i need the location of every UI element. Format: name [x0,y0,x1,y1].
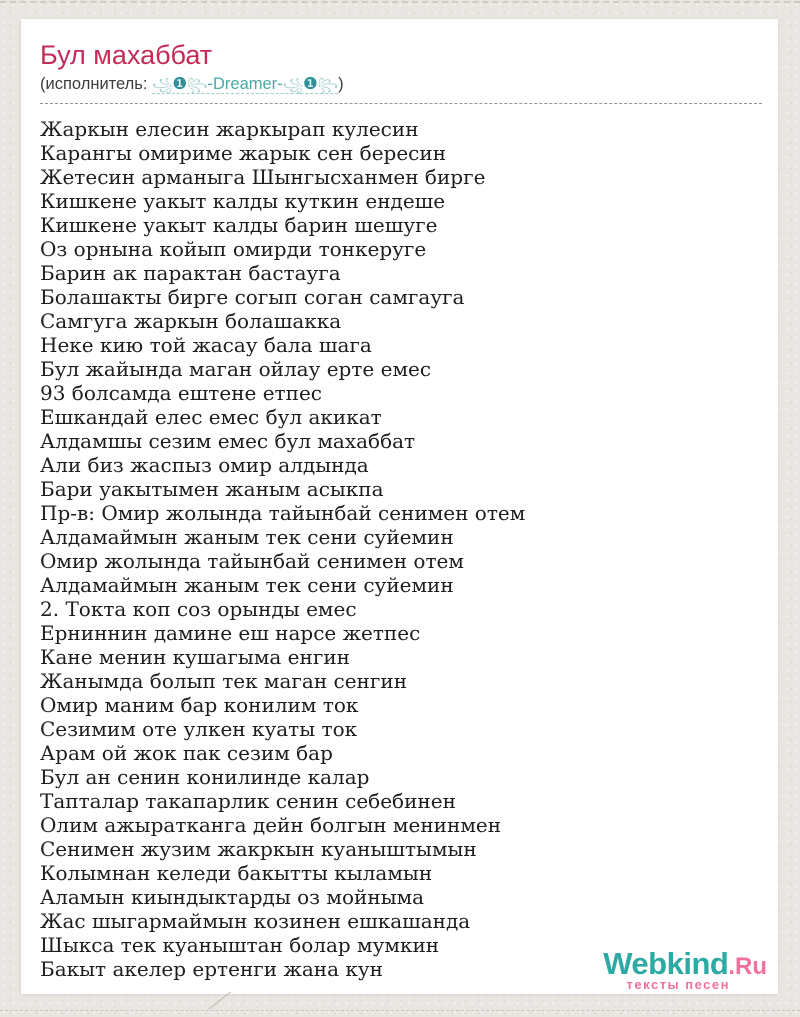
artist-badge-one-icon: ❶ [172,75,188,94]
artist-label-close: ) [338,75,344,94]
lyric-line: Омир маним бар конилим ток [40,692,359,717]
page-top-dashed-border [0,1,800,3]
site-logo[interactable] [603,948,767,991]
lyric-line: Самгуга жаркын болашакка [40,308,342,333]
page-title: Бул махаббат [40,40,213,70]
lyric-line: Болашакты бирге согып соган самгауга [40,284,465,309]
lyrics-text [40,117,762,981]
lyric-line: Оз орнына койып омирди тонкеруге [40,236,427,261]
lyric-line: Сезимим оте улкен куаты ток [40,716,358,741]
content-area [21,19,778,981]
lyric-line: Колымнан келеди бакытты кыламын [40,860,433,885]
lyric-line: Кишкене уакыт калды барин шешуге [40,212,438,237]
lyric-line: Шыкса тек куаныштан болар мумкин [40,932,440,957]
lyric-line: Жаркын елесин жаркырап кулесин [40,116,419,141]
lyric-line: Аламын киындыктарды оз мойныма [40,884,425,909]
lyric-line: Бакыт акелер ертенги жана кун [40,956,383,981]
artist-link[interactable] [152,75,338,94]
lyric-line: Кишкене уакыт калды куткин ендеше [40,188,446,213]
lyric-line: Ерниннин дамине еш нарсе жетпес [40,620,421,645]
lyric-line: Омир жолында тайынбай сенимен отем [40,548,464,573]
site-logo-wordmark [603,948,767,979]
lyric-line: Карангы омириме жарык сен бересин [40,140,447,165]
logo-tagline: тексты песен [626,977,730,992]
lyric-line: Жанымда болып тек маган сенгин [40,668,408,693]
logo-ru-text: .Ru [728,953,767,980]
lyric-line: Кане менин кушагыма енгин [40,644,350,669]
artist-label: (исполнитель: [40,75,153,94]
content-card [21,19,778,994]
logo-webkind-text: Webkind [603,946,729,981]
lyric-line: Алдамаймын жаным тек сени суйемин [40,524,454,549]
lyric-line: Жетесин арманыга Шынгысханмен бирге [40,164,486,189]
lyric-line: Тапталар такапарлик сенин себебинен [40,788,456,813]
lyric-line: Олим ажыратканга дейн болгын менинмен [40,812,502,837]
lyric-line: Бари уакытымен жаным асыкпа [40,476,384,501]
background-scratch-texture [209,991,232,1009]
artist-deco-glyph: ꧂ [187,77,208,93]
lyric-line: Пр-в: Омир жолында тайынбай сенимен отем [40,500,526,525]
artist-deco-glyph: ꧂ [317,77,339,93]
lyric-line: Сенимен жузим жакркын куаныштымын [40,836,477,861]
lyric-line: Алдамшы сезим емес бул махаббат [40,428,416,453]
artist-name: -Dreamer- [207,75,283,94]
page-bottom-dashed-border [0,1010,800,1011]
lyric-line: 2. Токта коп соз орынды емес [40,596,357,621]
lyric-line: Жас шыгармаймын козинен ешкашанда [40,908,471,933]
lyric-line: Барин ак парактан бастауга [40,260,341,285]
lyric-line: Алдамаймын жаным тек сени суйемин [40,572,454,597]
artist-deco-glyph: ꧁ [282,77,303,93]
lyric-line: Ешкандай елес емес бул акикат [40,404,382,429]
artist-deco-glyph: ꧁ [152,77,173,93]
lyric-line: Арам ой жок пак сезим бар [40,740,333,765]
artist-badge-one-icon: ❶ [302,75,318,94]
artist-line [40,74,762,104]
lyric-line: Неке кию той жасау бала шага [40,332,372,357]
lyric-line: Бул жайында маган ойлау ерте емес [40,356,432,381]
lyric-line: Бул ан сенин конилинде калар [40,764,370,789]
lyric-line: 93 болсамда ештене етпес [40,380,322,405]
lyric-line: Али биз жаспыз омир алдында [40,452,369,477]
